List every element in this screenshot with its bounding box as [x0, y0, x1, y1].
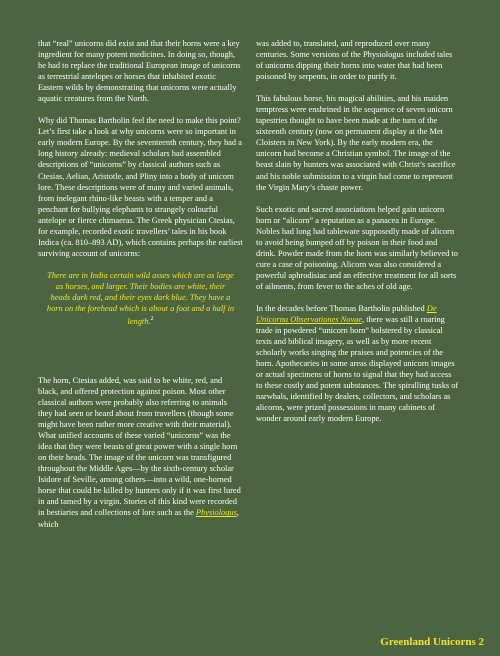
- paragraph-text: , there was still a roaring trade in powdered “unicorn horn” bolstered by classical texts and biblical imagery, as well as by more recent scholarly works singing the praises and potencies of the horn. Apothecaries in some areas displayed unicorn images or actual specimens of horns to signal that they had access to these costly and potent substances. The spiralling tusks of narwhals, identified by dealers, collectors, and scholars as alicorns, were prized possessions in many cabinets of wonder around early modern Europe.: [256, 315, 459, 424]
- paragraph: that “real” unicorns did exist and that their horns were a key ingredient for many potent medicines. In doing so, though, he had to replace the traditional European image of unicorns as terrestrial antelopes or horses that inhabited exotic Eastern wilds by demonstrating that unicorns were actually aquatic creatures from the North.: [38, 39, 241, 104]
- paragraph: was added to, translated, and reproduced over many centuries. Some versions of the Physiologus included tales of unicorns dipping their horns into water that had been poisoned by serpents, in order to purify it.: [256, 39, 453, 82]
- paragraph: Why did Thomas Bartholin feel the need to make this point? Let’s first take a look at why unicorns were so important in early modern Europe. By the seventeenth century, they had a long history already: medieval scholars had assembled descriptions of “unicorns” by classical authors such as Ctesias, Aelian, Aristotle, and Pliny into a body of unicorn lore. These descriptions were of many and varied animals, from inelegant rhino-like beasts with a temper and a penchant for bullying elephants to strangely colourful antelope or fierce chimaeras. The Greek physician Ctesias, for example, recorded exotic travellers’ tales in his book Indica (ca. 810–893 AD), which contains perhaps the earliest surviving account of unicorns:: [38, 116, 243, 258]
- book-title-link[interactable]: De Unicornu Observationes Novae: [256, 303, 437, 325]
- paragraph: This fabulous horse, his magical abilities, and his maiden temptress were enshrined in the sequence of seven unicorn tapestries thought to have been made at the turn of the sixteenth century (now on permanent display at the Met Cloisters in New York). By the early modern era, the unicorn had become a Christian symbol. The image of the beast slain by hunters was associated with Christ’s sacrifice and his noble submission to a virgin had come to represent the Virgin Mary’s chaste power.: [256, 94, 456, 192]
- paragraph-text: The horn, Ctesias added, was said to be white, red, and black, and offered protection against poison. Most other classical authors were probably also referring to animals they had seen or heard about from travellers (though some might have been rather more creative with their material). What unified accounts of these varied “unicorns” was the idea that they were beasts of great power with a single horn on their heads. The image of the unicorn was transfigured throughout the Middle Ages—by the sixth-century scholar Isidore of Seville, among others—into a wild, one-horned horse that could be killed by hunters only if it was first lured in and tamed by a virgin. Stories of this kind were recorded in bestiaries and collections of lore such as the: [38, 375, 241, 518]
- footnote-marker: 2: [150, 316, 154, 323]
- paragraph: [38, 375, 243, 530]
- paragraph-text: , which: [38, 508, 239, 529]
- paragraph: Such exotic and sacred associations helped gain unicorn horn or “alicorn” a reputation as a panacea in Europe. Nobles had long had tableware supposedly made of alicorn to avoid being bumped off by poison in their food and drink. Powder made from the horn was similarly believed to cure a case of poisoning. Alicorn was also considered a powerful aphrodisiac and an effective treatment for all sorts of ailments, from fever to the aches of old age.: [256, 204, 458, 291]
- left-column: [38, 38, 243, 541]
- block-quote: [46, 270, 235, 327]
- page-footer: Greenland Unicorns 2: [380, 636, 484, 648]
- quote-text: There are in India certain wild asses which are as large as horses, and larger. Their bodies are white, their heads dark red, and their eyes dark blue. They have a horn on the forehead which is about a foot and a half in length.: [46, 270, 235, 326]
- right-column: [256, 38, 459, 436]
- paragraph: [256, 303, 459, 425]
- paragraph-text: In the decades before Thomas Bartholin published: [256, 303, 427, 313]
- book-title-link[interactable]: Physiologus: [195, 508, 237, 518]
